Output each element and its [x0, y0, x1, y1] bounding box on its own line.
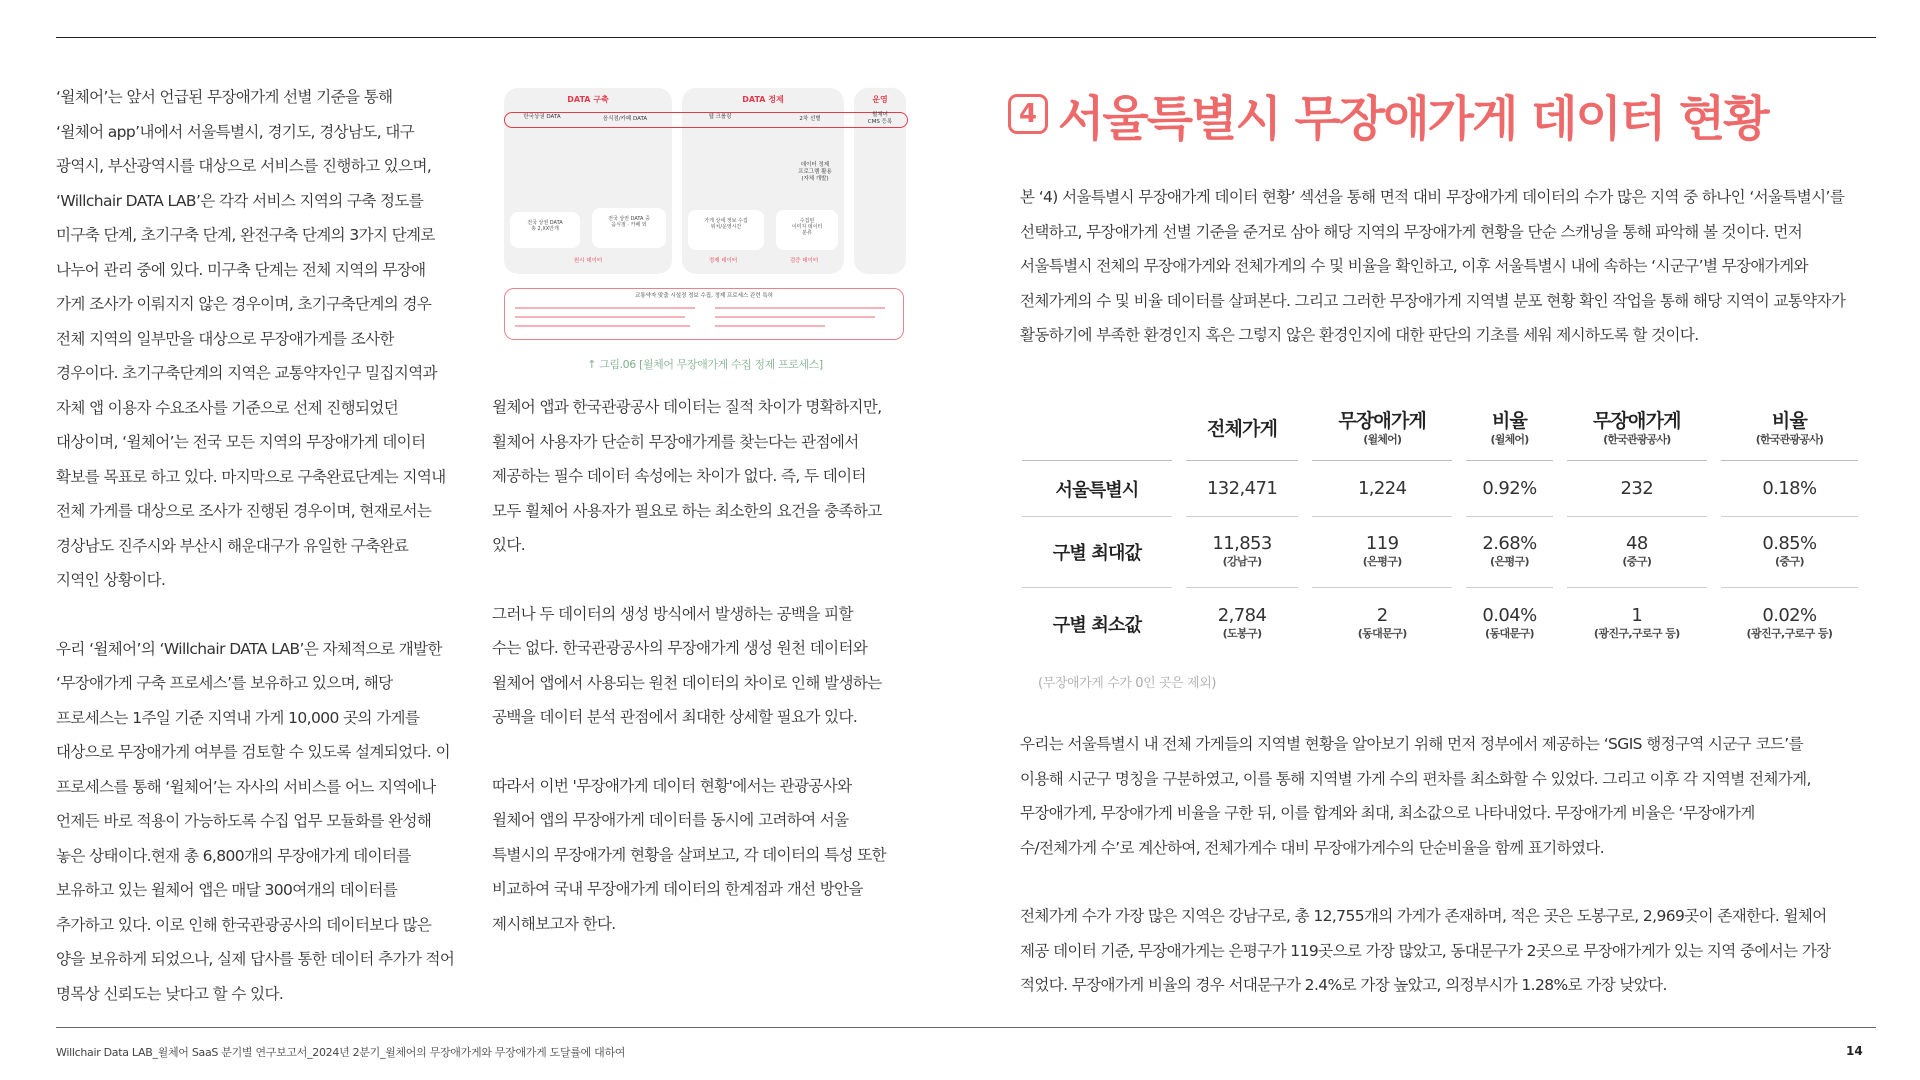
table-cell: 0.92%: [1466, 460, 1553, 516]
figure-step: 음식점/카페 DATA: [602, 116, 648, 122]
table-cell: 0.85% (중구): [1721, 516, 1858, 587]
column-header: 전체가게: [1206, 418, 1278, 440]
column-header: 비율 (한국관광공사): [1755, 410, 1824, 446]
table-corner: [1022, 398, 1172, 460]
table-cell: 2.68% (은평구): [1466, 516, 1553, 587]
table-cell: 119 (은평구): [1312, 516, 1452, 587]
paragraph: 따라서 이번 '무장애가게 데이터 현황'에서는 관광공사와 윌체어 앱의 무장애가게 데이터를 동시에 고려하여 서울 특별시의 무장애가게 현황을 살펴보고, 각 데이터의 특성 또한 비교하여 국내 무장애가게 데이터의 한계점과 개선 방안을 제시해보고자 한다.: [492, 776, 886, 933]
column-left: [56, 80, 476, 1011]
paragraph: 윌체어 앱과 한국관광공사 데이터는 질적 차이가 명확하지만, 휠체어 사용자가 단순히 무장애가게를 찾는다는 관점에서 제공하는 필수 데이터 속성에는 차이가 없다. 즉, 두 데이터 모두 휠체어 사용자가 필요로 하는 최소한의 요건을 충족하고 있다.: [492, 398, 882, 554]
table-row: [1022, 587, 1858, 659]
figure-box: 가게 상세 정보 수집 위치/운영시간: [688, 210, 764, 250]
paragraph: 본 ‘4) 서울특별시 무장애가게 데이터 현황’ 섹션을 통해 면적 대비 무장애가게 데이터의 수가 많은 지역 중 하나인 ‘서울특별시’를 선택하고, 무장애가게 선별 기준을 준거로 삼아 해당 지역의 무장애가게 현황을 단순 스캐닝을 통해 파악해 볼 것이다. 먼저 서울특별시 전체의 무장애가게와 전체가게의 수 및 비율을 확인하고, 이후 서울특별시 내에 속하는 ‘시군구’별 무장애가게와 전체가게의 수 및 비율 데이터를 살펴본다. 그리고 그러한 무장애가게 지역별 분포 현황 확인 작업을 통해 해당 지역이 교통약자가 활동하기에 부족한 환경인지 혹은 그렇지 않은 환경인지에 대한 판단의 기초를 세워 제시하도록 할 것이다.: [1020, 188, 1846, 344]
figure-head-refine: DATA 정제: [742, 95, 784, 104]
paragraph: 전체가게 수가 가장 많은 지역은 강남구로, 총 12,755개의 가게가 존재하며, 적은 곳은 도봉구로, 2,969곳이 존재한다. 윌체어 제공 데이터 기준, 무장애가게는 은평구가 119곳으로 가장 많았고, 동대문구가 2곳으로 무장애가게가 있는 지역 중에서는 가장 적었다. 무장애가게 비율의 경우 서대문구가 2.4%로 가장 높았고, 의정부시가 1.28%로 가장 낮았다.: [1020, 907, 1831, 994]
paragraph: 그러나 두 데이터의 생성 방식에서 발생하는 공백을 피할 수는 없다. 한국관광공사의 무장애가게 생성 원천 데이터와 윌체어 앱에서 사용되는 원천 데이터의 차이로 인해 발생하는 공백을 데이터 분석 관점에서 최대한 상세할 필요가 있다.: [492, 604, 882, 726]
figure-caption: ↑ 그림.06 [윌체어 무장애가게 수집 정제 프로세스]: [587, 358, 823, 371]
table-cell: 0.04% (동대문구): [1466, 587, 1553, 659]
figure-box: 전국 상권 DATA 중 음식점 · 카페 외: [592, 208, 666, 248]
process-figure: [500, 86, 910, 346]
table-cell: 11,853 (강남구): [1186, 516, 1298, 587]
section-heading: [1008, 84, 1768, 147]
figure-patent-title: 교통약자 맞춤 시설정 정보 수집, 정제 프로세스 관련 특허: [635, 293, 773, 299]
table-cell: 1 (광진구,구로구 등): [1567, 587, 1707, 659]
bottom-rule: [56, 1027, 1876, 1028]
seoul-stats-table: [1022, 398, 1858, 659]
table-row: [1022, 460, 1858, 516]
figure-label: 검증 데이터: [789, 258, 819, 264]
top-rule: [56, 37, 1876, 38]
column-header: 무장애가게 (한국관광공사): [1592, 410, 1681, 446]
table-cell: 232: [1567, 460, 1707, 516]
row-label: 구별 최대값: [1022, 516, 1172, 587]
footer-title: Willchair Data LAB_윌체어 SaaS 분기별 연구보고서_2024년 2분기_윌체어의 무장애가게와 무장애가게 도달률에 대하여: [56, 1046, 626, 1059]
table-cell: 2,784 (도봉구): [1186, 587, 1298, 659]
figure-step: 2차 선별: [799, 116, 821, 122]
column-right-body: [1020, 727, 1880, 1003]
section-number-badge: 4: [1008, 94, 1048, 134]
table-cell: 132,471: [1186, 460, 1298, 516]
figure-step: 한국상권 DATA: [523, 114, 561, 120]
column-header: 무장애가게 (윌체어): [1338, 410, 1427, 446]
column-header: 비율 (윌체어): [1490, 410, 1529, 446]
page-number: 14: [1846, 1044, 1863, 1058]
table-header-row: [1022, 398, 1858, 460]
table-cell: 0.02% (광진구,구로구 등): [1721, 587, 1858, 659]
figure-box: 전국 상권 DATA 총 2,XX만개: [510, 212, 580, 248]
figure-box: 수집된 이미지 데이터 분류: [776, 210, 838, 250]
paragraph: 우리는 서울특별시 내 전체 가게들의 지역별 현황을 알아보기 위해 먼저 정부에서 제공하는 ‘SGIS 행정구역 시군구 코드’를 이용해 시군구 명칭을 구분하였고, 이를 통해 지역별 가게 수의 편차를 최소화할 수 있었다. 그리고 이후 각 지역별 전체가게, 무장애가게, 무장애가게 비율을 구한 뒤, 이를 합계와 최대, 최소값으로 나타내었다. 무장애가게 비율은 ‘무장애가게 수/전체가게 수’로 계산하여, 전체가게수 대비 무장애가게수의 단순비율을 함께 표기하였다.: [1020, 735, 1811, 857]
figure-patent-box: [504, 288, 904, 340]
table-cell: 1,224: [1312, 460, 1452, 516]
column-right-intro: [1020, 180, 1880, 353]
figure-step: 윌체어 CMS 등록: [867, 112, 893, 125]
figure-label: 정제 데이터: [708, 258, 738, 264]
table-row: [1022, 516, 1858, 587]
table-cell: 0.18%: [1721, 460, 1858, 516]
figure-head-build: DATA 구축: [567, 95, 609, 104]
section-title: 서울특별시 무장애가게 데이터 현황: [1058, 90, 1768, 147]
figure-side-note: 데이터 정제 프로그램 활용 (자체 개발): [798, 162, 832, 182]
figure-head-ops: 운영: [872, 95, 888, 104]
paragraph: 우리 ‘윌체어’의 ‘Willchair DATA LAB’은 자체적으로 개발한 ‘무장애가게 구축 프로세스’를 보유하고 있으며, 해당 프로세스는 1주일 기준 지역내 가게 10,000 곳의 가게를 대상으로 무장애가게 여부를 검토할 수 있도록 설계되었다. 이 프로세스를 통해 ‘윌체어’는 자사의 서비스를 어느 지역에나 언제든 바로 적용이 가능하도록 수집 업무 모듈화를 완성해 놓은 상태이다.현재 총 6,800개의 무장애가게 데이터를 보유하고 있는 윌체어 앱은 매달 300여개의 데이터를 추가하고 있다. 이로 인해 한국관광공사의 데이터보다 많은 양을 보유하게 되었으나, 실제 답사를 통한 데이터 추가가 적어 명목상 신뢰도는 낮다고 할 수 있다.: [56, 639, 455, 1003]
table-cell: 48 (중구): [1567, 516, 1707, 587]
table-cell: 2 (동대문구): [1312, 587, 1452, 659]
figure-label: 원시 데이터: [573, 258, 603, 264]
column-middle: [492, 390, 917, 941]
figure-step: 웹 크롤링: [708, 114, 732, 120]
row-label: 구별 최소값: [1022, 587, 1172, 659]
row-label: 서울특별시: [1022, 460, 1172, 516]
paragraph: ‘윌체어’는 앞서 언급된 무장애가게 선별 기준을 통해 ‘윌체어 app’내에서 서울특별시, 경기도, 경상남도, 대구 광역시, 부산광역시를 대상으로 서비스를 진행하고 있으며, ‘Willchair DATA LAB’은 각각 서비스 지역의 구축 정도를 미구축 단계, 초기구축 단계, 완전구축 단계의 3가지 단계로 나누어 관리 중에 있다. 미구축 단계는 전체 지역의 무장애 가게 조사가 이뤄지지 않은 경우이며, 초기구축단계의 경우 전체 지역의 일부만을 대상으로 무장애가게를 조사한 경우이다. 초기구축단계의 지역은 교통약자인구 밀집지역과 자체 앱 이용자 수요조사를 기준으로 선제 진행되었던 대상이며, ‘윌체어’는 전국 모든 지역의 무장애가게 데이터 확보를 목표로 하고 있다. 마지막으로 구축완료단계는 지역내 전체 가게를 대상으로 조사가 진행된 경우이며, 현재로서는 경상남도 진주시와 부산시 해운대구가 유일한 구축완료 지역인 상황이다.: [56, 88, 446, 589]
table-note: (무장애가게 수가 0인 곳은 제외): [1038, 676, 1217, 691]
